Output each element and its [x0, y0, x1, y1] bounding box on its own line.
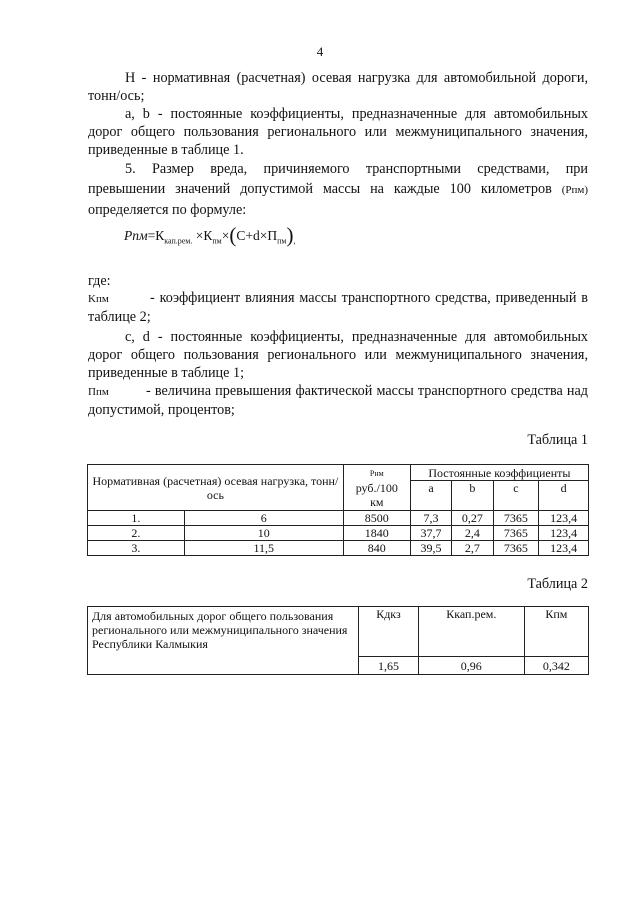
- table-cell: 7365: [493, 511, 539, 526]
- table-row: [88, 541, 589, 556]
- paragraph-5: [88, 159, 588, 220]
- table-cell: 7365: [493, 541, 539, 556]
- table1-col-c: c: [493, 481, 539, 511]
- table-cell: 2,4: [452, 526, 493, 541]
- where-label: где:: [88, 273, 111, 289]
- page-number: 4: [316, 44, 324, 59]
- table-cell: 2.: [88, 526, 185, 541]
- table-cell: 6: [184, 511, 343, 526]
- table1-col-a: a: [410, 481, 451, 511]
- table-cell: 123,4: [539, 511, 589, 526]
- formula-k1: К: [155, 228, 165, 243]
- formula-k2: К: [203, 228, 213, 243]
- formula-inner-sub: пм: [277, 236, 287, 246]
- table-cell: 8500: [343, 511, 410, 526]
- table-cell: 1,65: [359, 657, 419, 675]
- paragraph-ab-definition: a, b - постоянные коэффициенты, предназначенные для автомобильных дорог общего пользования регионального или межмуниципального значения, приведенные в таблице 1.: [88, 106, 588, 158]
- table-cell: 3.: [88, 541, 185, 556]
- formula: $Pпм=К_{кап.рем.} \times К_{пм}\times(С+d\times П_{пм})_,$: [124, 223, 296, 247]
- table-row: [88, 526, 589, 541]
- table-2: [87, 606, 589, 675]
- formula-k2-sub: пм: [212, 236, 222, 246]
- table-cell: 37,7: [410, 526, 451, 541]
- table1-head-const: Постоянные коэффициенты: [410, 465, 588, 481]
- formula-lhs: Pпм: [124, 228, 148, 243]
- table-cell: 10: [184, 526, 343, 541]
- p-pm-symbol: (Pпм): [561, 184, 588, 196]
- table-cell: 1.: [88, 511, 185, 526]
- table2-desc: Для автомобильных дорог общего пользования регионального или межмуниципального значения Республики Калмыкия: [88, 607, 359, 675]
- table-cell: 0,342: [524, 657, 588, 675]
- table1-col-b: b: [452, 481, 493, 511]
- k-pm-text: - коэффициент влияния массы транспортного средства, приведенный в таблице 2;: [88, 290, 588, 325]
- table1-caption: Таблица 1: [527, 432, 588, 448]
- table-1: [87, 464, 589, 556]
- paragraph-5-end: определяется по формуле:: [88, 202, 247, 218]
- table1-head-axle: Нормативная (расчетная) осевая нагрузка, тонн/ось: [88, 465, 344, 511]
- table2-caption: Таблица 2: [527, 576, 588, 592]
- paragraph-p-pm: [88, 382, 588, 419]
- table2-head-kpm: Кпм: [524, 607, 588, 657]
- formula-tail: ,: [293, 236, 296, 246]
- table-cell: 2,7: [452, 541, 493, 556]
- paragraph-cd-definition: c, d - постоянные коэффициенты, предназначенные для автомобильных дорог общего пользования регионального или межмуниципального значения, приведенные в таблице 1;: [88, 329, 588, 381]
- table1-col-d: d: [539, 481, 589, 511]
- formula-inner: С+d×П: [236, 228, 278, 243]
- paragraph-h-definition: Н - нормативная (расчетная) осевая нагрузка для автомобильной дороги, тонн/ось;: [88, 70, 588, 104]
- table-cell: 0,27: [452, 511, 493, 526]
- table1-head-r: [343, 465, 410, 511]
- paragraph-k-pm: [88, 289, 588, 326]
- table1-head-r-symbol: Pнм: [369, 468, 384, 478]
- table-cell: 39,5: [410, 541, 451, 556]
- table-row: [88, 511, 589, 526]
- table-cell: 123,4: [539, 541, 589, 556]
- table-cell: 123,4: [539, 526, 589, 541]
- table-cell: 1840: [343, 526, 410, 541]
- p-pm-text: - величина превышения фактической массы транспортного средства над допустимой, процентов;: [88, 383, 588, 418]
- table-cell: 7,3: [410, 511, 451, 526]
- table1-head-r-unit: руб./100 км: [355, 480, 398, 509]
- p-pm-def-symbol: Ппм: [88, 386, 109, 398]
- table2-head-kkap: Ккап.рем.: [418, 607, 524, 657]
- table-cell: 7365: [493, 526, 539, 541]
- formula-k1-sub: кап.рем.: [164, 236, 193, 246]
- paragraph-5-text: 5. Размер вреда, причиняемого транспортными средствами, при превышении значений допустимой массы на каждые 100 километров: [88, 161, 588, 197]
- table-cell: 840: [343, 541, 410, 556]
- table-cell: 0,96: [418, 657, 524, 675]
- k-pm-symbol: Kпм: [88, 293, 109, 305]
- table-cell: 11,5: [184, 541, 343, 556]
- table2-head-kdkz: Кдкз: [359, 607, 419, 657]
